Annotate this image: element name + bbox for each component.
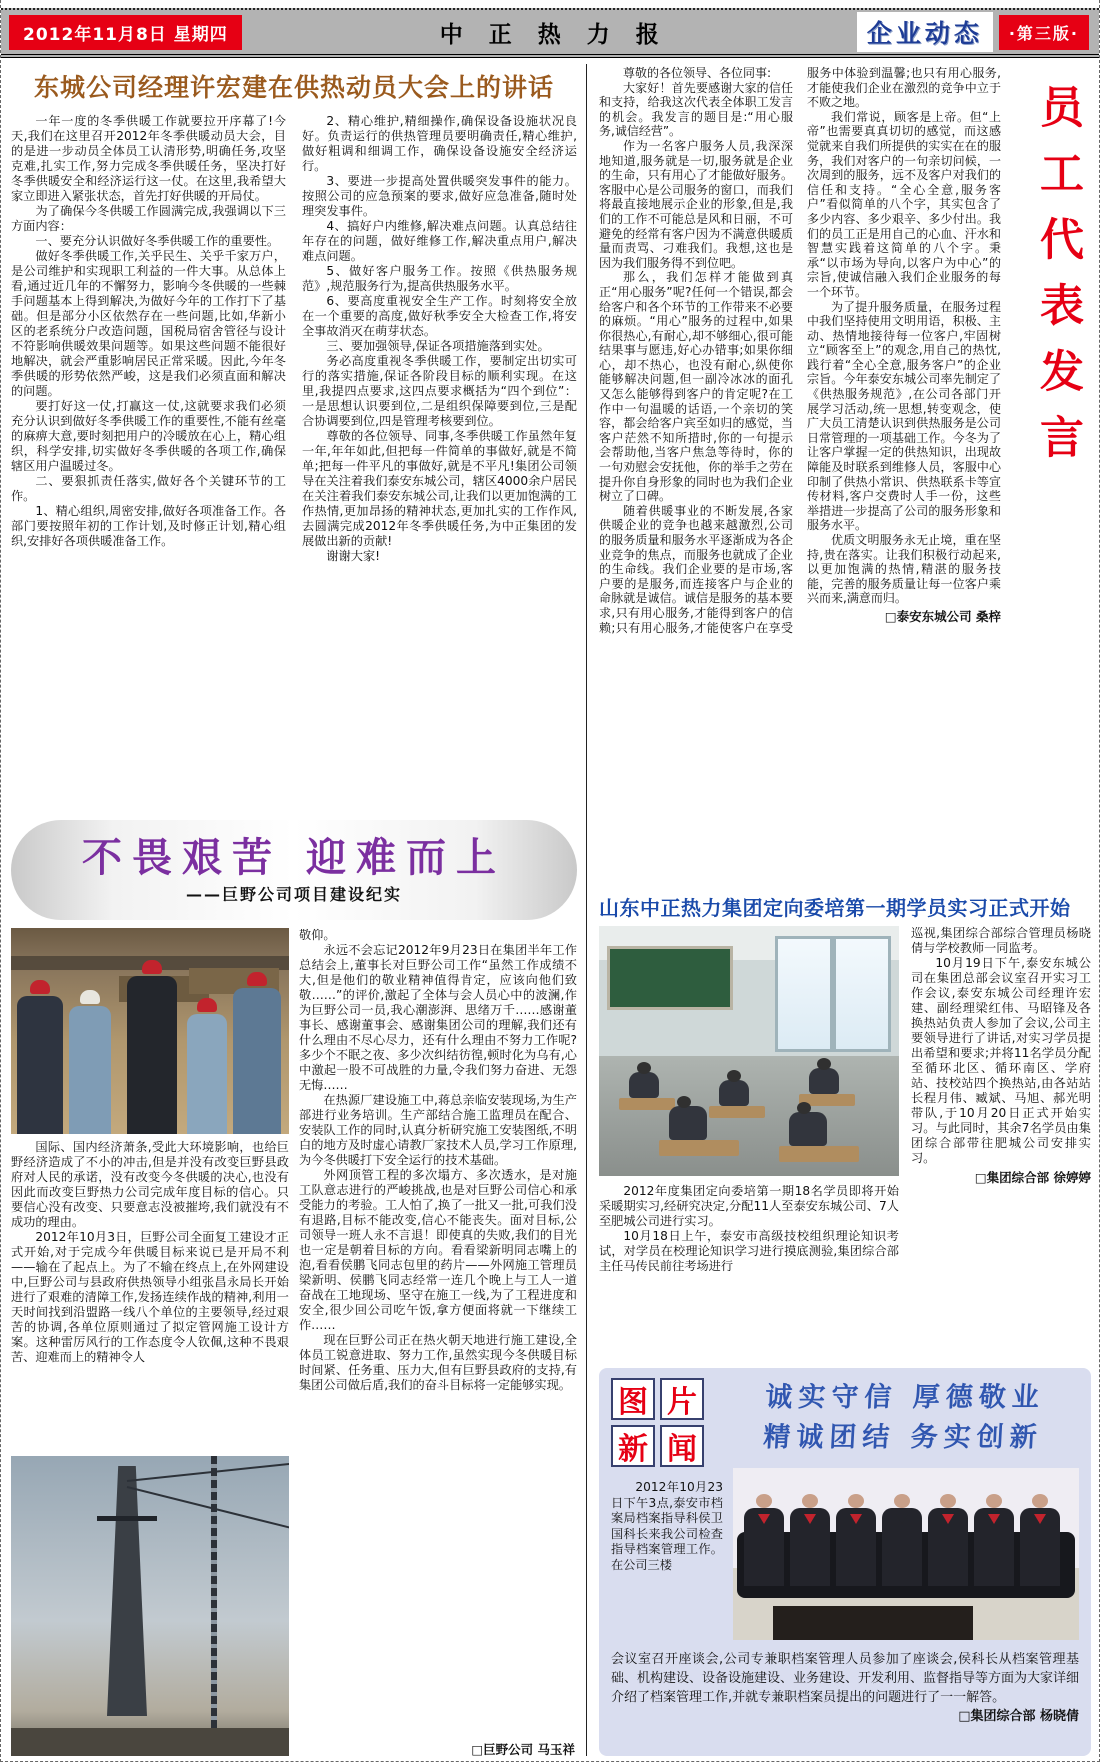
paragraph: 尊敬的各位领导、各位同事: (623, 66, 772, 80)
juye-headline-band (11, 820, 577, 920)
paragraph: 作为一名客户服务人员,我深深地知道,服务就是一切,服务就是企业的生命，只有用心了才能做好服务。客服中心是公司服务的窗口，而我们将最直接地展示企业的形象,但是,我们的工作不可能总是风和日丽，不可避免的经常有客户因为不满意供暖质量而责骂、刁难我们。我想,这也是因为我们服务得不到位吧。 (599, 138, 793, 270)
person-figure (974, 1508, 1014, 1586)
student-figure (789, 1112, 827, 1146)
calligraphy-line: 精诚团结 务实创新 (762, 1422, 1044, 1453)
paragraph: 现在巨野公司正在热火朝天地进行施工建设,全体员工锐意进取、努力工作,虽然实现今冬供暖目标时间紧、任务重、压力大,但有巨野县政府的支持,有集团公司做后盾,我们的奋斗目标将一定能够实现。 (299, 1333, 577, 1392)
paragraph: 10月19日下午,泰安东城公司在集团总部会议室召开实习工作会议,泰安东城公司经理许宏建、副经理梁红伟、马昭锋及各换热站负责人参加了会议,公司主要领导进行了讲话,对实习学员提出希望和要求;并将11名学员分配至循环北区、循环南区、学府站、技校站四个换热站,由各站站长程月伟、臧斌、马旭、郝光明带队,于10月20日正式开始实习。与此同时，其余7名学员由集团综合部带往肥城公司安排实习。 (911, 956, 1091, 1165)
crane-cable (127, 1486, 289, 1534)
paragraph: 10月18日上午，泰安市高级技校组织理论知识考试，对学员在校理论知识学习进行摸底测验,集团综合部主任马传民前往考场进行 (599, 1229, 899, 1273)
paragraph: 6、要高度重视安全生产工作。时刻将安全放在一个重要的高度,做好秋季安全大检查工作,将安全事故消灭在萌芽状态。 (302, 294, 577, 338)
paragraph: 要打好这一仗,打赢这一仗,这就要求我们必须充分认识到做好冬季供暖工作的重要性,不能有丝毫的麻痹大意,要时刻把用户的冷暖放在心上，精心组织，科学安排,切实做好冬季供暖的各项工作,确保辖区用户温暖过冬。 (11, 399, 286, 473)
paragraph: 一年一度的冬季供暖工作就要拉开序幕了!今天,我们在这里召开2012年冬季供暖动员大会，目的是进一步动员全体员工认清形势,明确任务,攻坚克难,扎实工作,努力完成冬季供暖任务，坚决打好冬季供暖安全和经济运行这一仗。在这里,我希望大家立即进入紧张状态，首先打好供暖的开局仗。 (11, 114, 286, 203)
juye-right-text (299, 928, 577, 1728)
desk (709, 1106, 765, 1118)
paragraph: 优质文明服务永无止境，重在坚持,贵在落实。让我们积极行动起来,以更加饱满的热情,精湛的服务技能，完善的服务质量让每一位客户乘兴而来,满意而归。 (807, 533, 1001, 606)
article-body (11, 114, 577, 826)
crane-mast (211, 1456, 217, 1736)
paper-title: 中正热力报 (439, 21, 685, 48)
juye-title: 不畏艰苦 迎难而上 (82, 834, 506, 881)
student-figure (719, 1080, 749, 1106)
paragraph: 谢谢大家! (326, 549, 381, 563)
article-title: 东城公司经理许宏建在供热动员大会上的讲话 (33, 73, 554, 102)
article-body (599, 66, 1001, 888)
seated-people (741, 1508, 1063, 1586)
paragraph: 二、要狠抓责任落实,做好各个关键环节的工作。 (11, 474, 286, 503)
person-figure (1020, 1508, 1060, 1586)
photo-news-intro (611, 1480, 723, 1640)
paragraph: 国际、国内经济萧条,受此大环境影响，也给巨野经济造成了不小的冲击,但是并没有改变巨野县政府对人民的承诺，没有改变今冬供暖的决心,也没有因此而改变巨野热力公司完成年度目标的信心。只要信心没有改变、只要意志没被摧垮,我们就没有不成功的理由。 (11, 1140, 289, 1229)
article-employee-representative (599, 66, 1001, 888)
paragraph: 做好冬季供暖工作,关乎民生、关乎千家万户，是公司维护和实现职工利益的一件大事。从总体上看,通过近几年的不懈努力，影响今冬供暖的一些棘手问题基本上得到解决,为做好今年的工作打下了基础。但是部分小区依然存在一些问题,比如,华新小区的老系统分户改造问题，国税局宿舍管径与设计不符影响供暖效果问题等。如果这些问题不能很好地解决，就会严重影响居民正常采暖。因此,今年冬季供暖的形势依然严峻，这是我们必须直面和解决的问题。 (11, 249, 286, 398)
juye-left-column (11, 928, 289, 1452)
label-char: 图 (611, 1378, 655, 1420)
paragraph: 2012年10月3日，巨野公司全面复工建设才正式开始,对于完成今年供暖目标来说已是开局不利——输在了起点上。为了不输在终点上,在外网建设中,巨野公司与县政府供热领导小组张昌永局长开始进行了艰难的清障工作,发扬连续作战的精神,利用一天时间找到沿盟路一线八个单位的主要领导,经过艰苦的协调,各单位原则通过了拟定管网施工设计方案。这种雷厉风行的工作态度令人钦佩,这种不畏艰苦、迎难而上的精神令人 (11, 1230, 289, 1364)
worker-figure (69, 1006, 111, 1134)
byline: □集团综合部 徐婷婷 (974, 1170, 1091, 1185)
page-number: ·第三版· (999, 15, 1089, 50)
juye-right-column (299, 928, 577, 1758)
interns-side-text (911, 926, 1091, 1362)
student-figure (669, 1106, 707, 1140)
calligraphy-banner (727, 1378, 1081, 1458)
juye-left-text (11, 1140, 289, 1452)
interns-below-photo-text (599, 1184, 899, 1362)
blackboard (607, 946, 733, 1010)
paragraph: 外网顶管工程的多次塌方、多次透水，是对施工队意志进行的严峻挑战,也是对巨野公司信心和承受能力的考验。工人怕了,换了一批又一批,可我们没有退路,目标不能改变,信心不能丧失。面对目标,公司领导一班人永不言退！即使真的失败,我们的目光也一定是朝着目标的方向。看看梁新明同志嘴上的泡,看看侯鹏飞同志包里的药片——外网施工管理员梁新明、侯鹏飞同志经常一连几个晚上与工人一道奋战在工地现场、坚守在施工一线,为了工程进度和安全,很少回公司吃午饭,拿方便面将就一下继续工作…… (299, 1168, 577, 1332)
worker-figure (127, 976, 177, 1134)
chimney-band (97, 1516, 157, 1521)
ground (11, 1728, 289, 1756)
student-figure (809, 1068, 839, 1094)
paragraph: 3、要进一步提高处置供暖突发事件的能力。按照公司的应急预案的要求,做好应急准备,随时处理突发事件。 (302, 174, 577, 218)
paragraph: 2012年10月23日下午3点,泰安市档案局档案指导科侯卫国科长来我公司检查指导档案管理工作。在公司三楼 (611, 1480, 723, 1572)
group-meeting-photo (733, 1468, 1079, 1640)
person-figure (744, 1508, 784, 1586)
paragraph: 2、精心维护,精细操作,确保设备设施状况良好。负责运行的供热管理员要明确责任,精心维护,做好粗调和细调工作，确保设备设施安全经济运行。 (302, 114, 577, 173)
classroom-exam-photo (599, 926, 899, 1176)
person-figure (928, 1508, 968, 1586)
continuation-text: 会议室召开座谈会,公司专兼职档案管理人员参加了座谈会,侯科长从档案管理基础、机构建设、设备设施建设、业务建设、开发利用、监督指导等方面为大家详细介绍了档案管理工作,并就专兼职档案员提出的问题进行了一一解答。 (611, 1652, 1080, 1705)
juye-subtitle: ——巨野公司项目建设纪实 (185, 884, 402, 904)
article-interns (599, 892, 1091, 1273)
worker-figure (233, 988, 281, 1134)
construction-site-photo (11, 928, 289, 1134)
person-figure (836, 1508, 876, 1586)
worker-figure (187, 1014, 227, 1134)
section-label: 企业动态 (857, 12, 993, 52)
paragraph: 永远不会忘记2012年9月23日在集团半年工作总结会上,董事长对巨野公司工作“虽然工作成绩不大,但是他们的敬业精神值得肯定，应该向他们致敬……”的评价,激起了全体与会人员心中的波澜,作为巨野公司一员,我心潮澎湃、思绪万千……感谢董事长、感谢董事会、感谢集团公司的理解,我们还有什么理由不尽心尽力，还有什么理由不努力工作呢?多少个不眠之夜、多少次纠结彷徨,顿时化为乌有,心中激起一股不可战胜的力量,令我们努力奋进、无怨无悔…… (299, 943, 577, 1092)
paragraph: 为了提升服务质量，在服务过程中我们坚持使用文明用语，积极、主动、热情地接待每一位客户,牢固树立“顾客至上”的观念,用自己的热忱,践行着“全心全意,服务客户”的企业宗旨。今年泰安东城公司率先制定了《供热服务规范》,在公司各部门开展学习活动,统一思想,转变观念，使广大员工清楚认识到供热服务是公司日常管理的一项基础工作。今冬为了让客户掌握一定的供热知识，出现故障能及时联系到维修人员，客服中心印制了供热小常识、供热联系卡等宣传材料,客户交费时人手一份，这些举措进一步提高了公司的服务形象和服务水平。 (807, 299, 1001, 533)
chimney-crane-photo (11, 1456, 289, 1756)
coffee-table (773, 1606, 973, 1640)
paragraph: 为了确保今冬供暖工作圆满完成,我强调以下三方面内容： (11, 204, 286, 233)
photo-news-body (611, 1650, 1079, 1726)
continuation-text: 敬仰。 (299, 928, 336, 942)
masthead (1, 8, 1099, 58)
photo-news-section (599, 1368, 1091, 1756)
worker-figure (17, 996, 63, 1134)
calligraphy-line: 诚实守信 厚德敬业 (764, 1382, 1046, 1413)
photo-news-label (611, 1378, 704, 1467)
byline: □泰安东城公司 桑梓 (884, 608, 1001, 624)
paragraph: 三、要加强领导,保证各项措施落到实处。 (326, 339, 550, 353)
paragraph-list (911, 956, 1091, 1166)
label-char: 新 (611, 1425, 655, 1467)
paragraph: 4、搞好户内维修,解决难点问题。认真总结往年存在的问题，做好维修工作,解决重点用户,解决难点问题。 (302, 219, 577, 263)
byline: □集团综合部 杨晓倩 (958, 1709, 1079, 1724)
person-figure (790, 1508, 830, 1586)
label-char: 片 (660, 1378, 704, 1420)
student-figure (629, 1072, 659, 1098)
byline: □巨野公司 马玉祥 (465, 1740, 575, 1758)
vertical-headline: 员工代表发言 (1032, 84, 1083, 480)
paragraph: 5、做好客户服务工作。按照《供热服务规范》,规范服务行为,提高供热服务水平。 (302, 264, 577, 293)
article-dongcheng-speech (11, 64, 577, 826)
paragraph: 那么，我们怎样才能做到真正“用心服务”呢?任何一个错误,都会给客户和各个环节的工作带来不必要的麻烦。“用心”服务的过程中,如果你很热心,有耐心,却不够细心,很可能结果事与愿违,好心办错事;如果你细心，却不热心，也没有耐心,纵使你能够解决问题,但一副冷冰冰的面孔又怎么能够得到客户的肯定呢?在工作中一句温暖的话语,一个亲切的笑容，都会给客户宾至如归的感觉，当客户茫然不知所措时,你的一句提示会帮助他,当客户焦急等待时，你的一句劝慰会安抚他，你的举手之劳在提升你自身形象的同时也为我们企业树立了口碑。 (599, 270, 793, 504)
paragraph: 1、精心组织,周密安排,做好各项准备工作。各部门要按照年初的工作计划,及时修正计划,精心组织,安排好各项供暖准备工作。 (11, 504, 286, 548)
desk (779, 1146, 859, 1162)
column-divider (586, 64, 587, 1756)
paragraph: 随着供暖事业的不断发展,各家供暖企业的竞争也越来越激烈,公司的服务质量和服务水平逐渐成为各企业竞争的焦点，而服务也就成了企业的生命线。我们企业要的是市场,客户要的是服务,而连接客户与企业的命脉就是诚信。诚信是服务的基本要求,只有用心服务,才能得到客户的信赖;只有用心服务,才能使客户在享受服务中体验到温馨;也只有用心服务,才能使我们企业在激烈的竞争中立于不败之地。 (599, 66, 1001, 635)
paragraph: 大家好！首先要感谢大家的信任和支持，给我这次代表全体职工发言的机会。我发言的题目是:“用心服务,诚信经营”。 (599, 80, 793, 139)
paragraph: 我们常说，顾客是上帝。但“上帝”也需要真真切切的感觉，而这感觉就来自我们所提供的实实在在的服务，我们对客户的一句亲切问候，一次周到的服务，远不及客户对我们的信任和支持。“全心全意,服务客户”看似简单的八个字，其实包含了多少内容、多少艰辛、多少付出。我们的员工正是用自己的心血、汗水和智慧实践着这简单的八个字。秉承“以市场为导向,以客户为中心”的宗旨,使诚信融入我们企业服务的每一个环节。 (807, 109, 1001, 299)
label-char: 闻 (660, 1425, 704, 1467)
chimney (107, 1466, 147, 1716)
paragraph: 2012年度集团定向委培第一期18名学员即将开始采暖期实习,经研究决定,分配11人至泰安东城公司、7人至肥城公司进行实习。 (599, 1184, 899, 1228)
paragraph: 务必高度重视冬季供暖工作，要制定出切实可行的落实措施,保证各阶段目标的顺利实现。在这里,我提四点要求,这四点要求概括为“四个到位”：一是思想认识要到位,二是组织保障要到位,三是配合协调要到位,四是管理考核要到位。 (302, 354, 577, 428)
paragraph-list (599, 66, 1001, 635)
masthead-date: 2012年11月8日 星期四 (9, 15, 242, 50)
paragraph-list (299, 943, 577, 1393)
paragraph: 在热源厂建设施工中,蒋总亲临安装现场,为生产部进行业务培训。生产部结合施工监理员在配合、安装队工作的同时,认真分析研究施工安装图纸,不明白的地方及时虚心请教厂家技术人员,学习工作原理,为今冬供暖打下安全运行的技术基础。 (299, 1093, 577, 1167)
paragraph: 尊敬的各位领导、同事,冬季供暖工作虽然年复一年,年年如此,但把每一件简单的事做好,就是不简单;把每一件平凡的事做好,就是不平凡!集团公司领导在关注着我们泰安东城公司，辖区4000余户居民在关注着我们泰安东城公司,让我们以更加饱满的工作热情,更加昂扬的精神状态,更加扎实的工作作风,去圆满完成2012年冬季供暖任务,为中正集团的发展做出新的贡献! (302, 429, 577, 548)
person-figure (882, 1508, 922, 1586)
desk (619, 1098, 675, 1110)
article-title: 山东中正热力集团定向委培第一期学员实习正式开始 (599, 896, 1071, 920)
crane-cable (127, 1460, 289, 1482)
window (833, 936, 891, 1052)
paragraph: 一、要充分认识做好冬季供暖工作的重要性。 (35, 234, 280, 248)
desk (659, 1140, 739, 1156)
continuation-text: 巡视,集团综合部综合管理员杨晓倩与学校教师一同监考。 (911, 926, 1091, 955)
window (775, 936, 833, 1052)
